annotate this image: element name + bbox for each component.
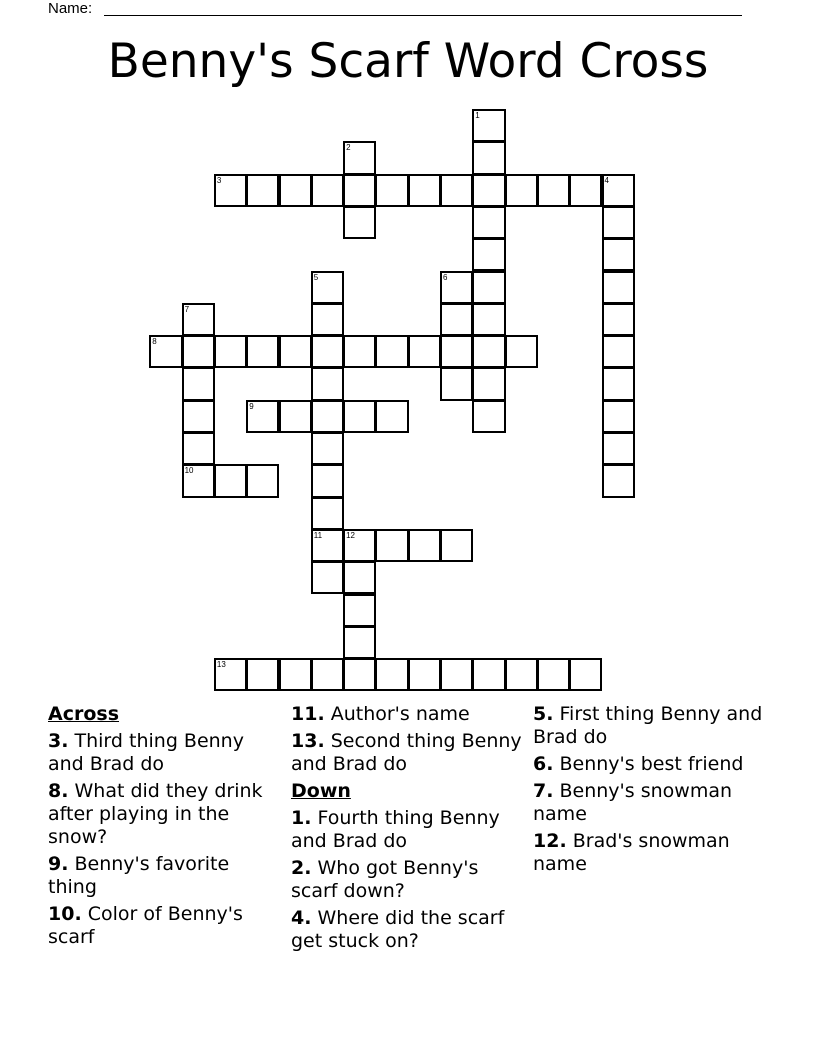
grid-cell[interactable] (602, 303, 635, 336)
clue-number-label: 9 (249, 401, 254, 411)
grid-cell[interactable] (311, 367, 344, 400)
grid-cell[interactable] (375, 529, 408, 562)
grid-cell[interactable] (537, 658, 570, 691)
clue-text: Benny's favorite thing (48, 853, 230, 898)
clue-down-7 (533, 780, 765, 826)
grid-cell[interactable] (182, 335, 215, 368)
clue-text: Brad's snowman name (533, 830, 730, 875)
clue-number: 13. (291, 730, 325, 752)
grid-cell[interactable] (537, 174, 570, 207)
grid-cell[interactable] (440, 658, 473, 691)
clue-number: 10. (48, 903, 82, 925)
grid-cell[interactable] (311, 174, 344, 207)
clue-text: Color of Benny's scarf (48, 903, 243, 948)
clue-number: 6. (533, 753, 554, 775)
clue-number: 4. (291, 907, 312, 929)
grid-cell[interactable] (279, 335, 312, 368)
clue-down-12 (533, 830, 765, 876)
grid-cell[interactable] (343, 594, 376, 627)
grid-cell[interactable] (408, 335, 441, 368)
clue-number-label: 6 (443, 272, 448, 282)
grid-cell[interactable] (440, 529, 473, 562)
clue-number-label: 1 (475, 111, 480, 120)
grid-cell[interactable] (343, 174, 376, 207)
grid-cell[interactable] (472, 400, 505, 433)
clue-text: Second thing Benny and Brad do (291, 730, 522, 775)
grid-cell[interactable] (246, 335, 279, 368)
clue-number-label: 3 (216, 175, 222, 185)
grid-cell[interactable] (602, 238, 635, 271)
clue-number-label: 8 (152, 337, 157, 347)
clue-across-9 (48, 853, 280, 899)
grid-cell[interactable] (214, 335, 247, 368)
grid-cell[interactable] (569, 174, 602, 207)
grid-cell[interactable] (246, 464, 279, 497)
clue-text: Benny's snowman name (533, 780, 733, 825)
clue-number: 1. (291, 807, 312, 829)
clue-number: 7. (533, 780, 554, 802)
grid-cell[interactable] (311, 303, 344, 336)
page-title: Benny's Scarf Word Cross (107, 34, 709, 89)
grid-cell[interactable] (246, 658, 279, 691)
clue-number-label: 2 (346, 143, 351, 153)
grid-cell[interactable] (602, 174, 635, 207)
grid-cell[interactable] (182, 400, 215, 433)
clue-down-1 (291, 807, 523, 853)
clue-number: 8. (48, 780, 69, 802)
clue-across-10 (48, 903, 280, 949)
grid-cell[interactable] (472, 206, 505, 239)
grid-cell[interactable] (602, 464, 635, 497)
clue-down-4 (291, 907, 523, 953)
grid-cell[interactable] (214, 174, 247, 207)
clue-column-3 (533, 703, 765, 880)
clue-number-label: 4 (604, 175, 609, 185)
clue-number: 3. (48, 730, 69, 752)
grid-cell[interactable] (375, 174, 408, 207)
grid-cell[interactable] (472, 303, 505, 336)
grid-cell[interactable] (279, 400, 312, 433)
clue-down-2 (291, 857, 523, 903)
clue-number-label: 7 (184, 304, 190, 314)
clue-number-label: 11 (313, 530, 323, 540)
grid-cell[interactable] (311, 561, 344, 594)
name-field-label: Name: (48, 0, 93, 17)
clue-number: 9. (48, 853, 69, 875)
clue-across-8 (48, 780, 280, 849)
clue-across-13 (291, 730, 523, 776)
grid-cell[interactable] (343, 658, 376, 691)
grid-cell[interactable] (408, 658, 441, 691)
grid-cell[interactable] (602, 335, 635, 368)
grid-cell[interactable] (311, 432, 344, 465)
grid-cell[interactable] (343, 141, 376, 174)
grid-cell[interactable] (182, 464, 215, 497)
clue-column-2 (291, 703, 523, 957)
grid-cell[interactable] (440, 335, 473, 368)
across-heading: Across (48, 703, 120, 725)
clue-column-1 (48, 703, 280, 953)
grid-cell[interactable] (311, 529, 344, 562)
grid-cell[interactable] (472, 109, 505, 142)
grid-cell[interactable] (602, 206, 635, 239)
grid-cell[interactable] (279, 658, 312, 691)
clue-number-label: 5 (313, 272, 319, 282)
grid-cell[interactable] (569, 658, 602, 691)
clue-down-6 (533, 753, 765, 776)
grid-cell[interactable] (602, 367, 635, 400)
clue-number-label: 12 (346, 530, 355, 540)
clue-number: 12. (533, 830, 567, 852)
down-heading: Down (291, 780, 351, 802)
grid-cell[interactable] (440, 174, 473, 207)
grid-cell[interactable] (311, 400, 344, 433)
clue-text: Where did the scarf get stuck on? (291, 907, 505, 952)
grid-cell[interactable] (505, 174, 538, 207)
clue-down-5 (533, 703, 765, 749)
clue-text: Fourth thing Benny and Brad do (291, 807, 500, 852)
grid-cell[interactable] (182, 303, 215, 336)
grid-cell[interactable] (602, 400, 635, 433)
grid-cell[interactable] (311, 464, 344, 497)
grid-cell[interactable] (602, 271, 635, 304)
grid-cell[interactable] (182, 367, 215, 400)
grid-cell[interactable] (375, 400, 408, 433)
clue-text: Who got Benny's scarf down? (291, 857, 479, 902)
grid-cell[interactable] (472, 367, 505, 400)
grid-cell[interactable] (375, 658, 408, 691)
grid-cell[interactable] (214, 658, 247, 691)
grid-cell[interactable] (472, 238, 505, 271)
grid-cell[interactable] (472, 271, 505, 304)
grid-cell[interactable] (343, 335, 376, 368)
grid-cell[interactable] (440, 303, 473, 336)
clue-number: 11. (291, 703, 325, 725)
grid-cell[interactable] (311, 497, 344, 530)
grid-cell[interactable] (279, 174, 312, 207)
clue-across-11 (291, 703, 523, 726)
clue-number-label: 10 (184, 466, 194, 476)
grid-cell[interactable] (408, 174, 441, 207)
grid-cell[interactable] (472, 335, 505, 368)
grid-cell[interactable] (472, 174, 505, 207)
grid-cell[interactable] (343, 529, 376, 562)
grid-cell[interactable] (311, 335, 344, 368)
grid-cell[interactable] (246, 400, 279, 433)
grid-cell[interactable] (375, 335, 408, 368)
grid-cell[interactable] (214, 464, 247, 497)
grid-cell[interactable] (343, 400, 376, 433)
clue-text: Benny's best friend (559, 753, 744, 775)
clue-across-3 (48, 730, 280, 776)
grid-cell[interactable] (246, 174, 279, 207)
grid-cell[interactable] (505, 658, 538, 691)
grid-cell[interactable] (472, 658, 505, 691)
grid-cell[interactable] (311, 658, 344, 691)
grid-cell[interactable] (472, 141, 505, 174)
grid-cell[interactable] (149, 335, 182, 368)
clue-text: What did they drink after playing in the snow? (48, 780, 263, 848)
clue-text: Author's name (330, 703, 470, 725)
clue-text: First thing Benny and Brad do (533, 703, 763, 748)
clue-number-label: 13 (216, 660, 226, 670)
grid-cell[interactable] (343, 206, 376, 239)
grid-cell[interactable] (343, 626, 376, 659)
grid-cell[interactable] (408, 529, 441, 562)
grid-cell[interactable] (311, 271, 344, 304)
grid-cell[interactable] (505, 335, 538, 368)
clue-number: 2. (291, 857, 312, 879)
grid-cell[interactable] (440, 367, 473, 400)
grid-cell[interactable] (343, 561, 376, 594)
clue-text: Third thing Benny and Brad do (48, 730, 244, 775)
grid-cell[interactable] (182, 432, 215, 465)
clue-number: 5. (533, 703, 554, 725)
grid-cell[interactable] (440, 271, 473, 304)
grid-cell[interactable] (602, 432, 635, 465)
